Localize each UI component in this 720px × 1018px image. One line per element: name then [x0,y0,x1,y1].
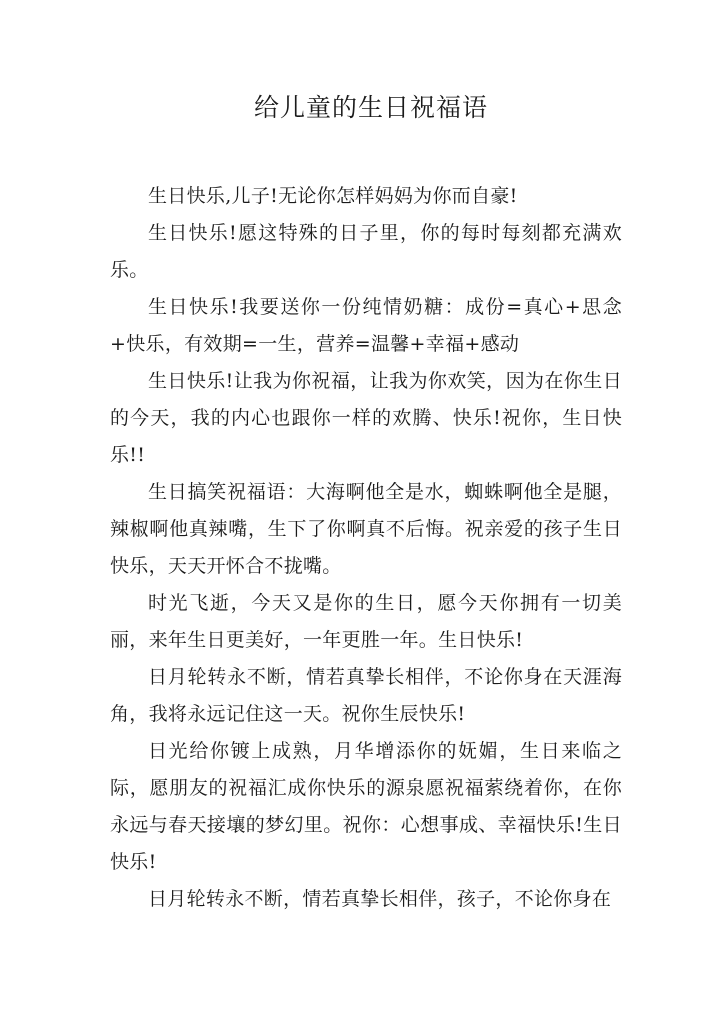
paragraph: 生日快乐,儿子!无论你怎样妈妈为你而自豪! [148,185,518,207]
paragraph: 日月轮转永不断，情若真挚长相伴，孩子，不论你身在 [148,888,612,910]
document-body [110,178,622,918]
paragraph: 日光给你镀上成熟，月华增添你的妩媚，生日来临之际，愿朋友的祝福汇成你快乐的源泉愿祝福萦绕着你，在你永远与春天接壤的梦幻里。祝你：心想事成、幸福快乐!生日快乐! [110,740,622,873]
document-title: 给儿童的生日祝福语 [253,93,488,122]
paragraph: 日月轮转永不断，情若真挚长相伴，不论你身在天涯海角，我将永远记住这一天。祝你生辰快乐! [110,666,622,725]
paragraph: 生日快乐!愿这特殊的日子里，你的每时每刻都充满欢乐。 [110,222,622,281]
paragraph: 生日快乐!让我为你祝福，让我为你欢笑，因为在你生日的今天，我的内心也跟你一样的欢腾、快乐!祝你，生日快乐!! [110,370,622,466]
paragraph: 生日快乐!我要送你一份纯情奶糖：成份=真心+思念+快乐，有效期=一生，营养=温馨+幸福+感动 [110,296,622,355]
paragraph: 生日搞笑祝福语：大海啊他全是水，蜘蛛啊他全是腿，辣椒啊他真辣嘴，生下了你啊真不后悔。祝亲爱的孩子生日快乐，天天开怀合不拢嘴。 [110,481,622,577]
paragraph: 时光飞逝，今天又是你的生日，愿今天你拥有一切美丽，来年生日更美好，一年更胜一年。生日快乐! [110,592,622,651]
